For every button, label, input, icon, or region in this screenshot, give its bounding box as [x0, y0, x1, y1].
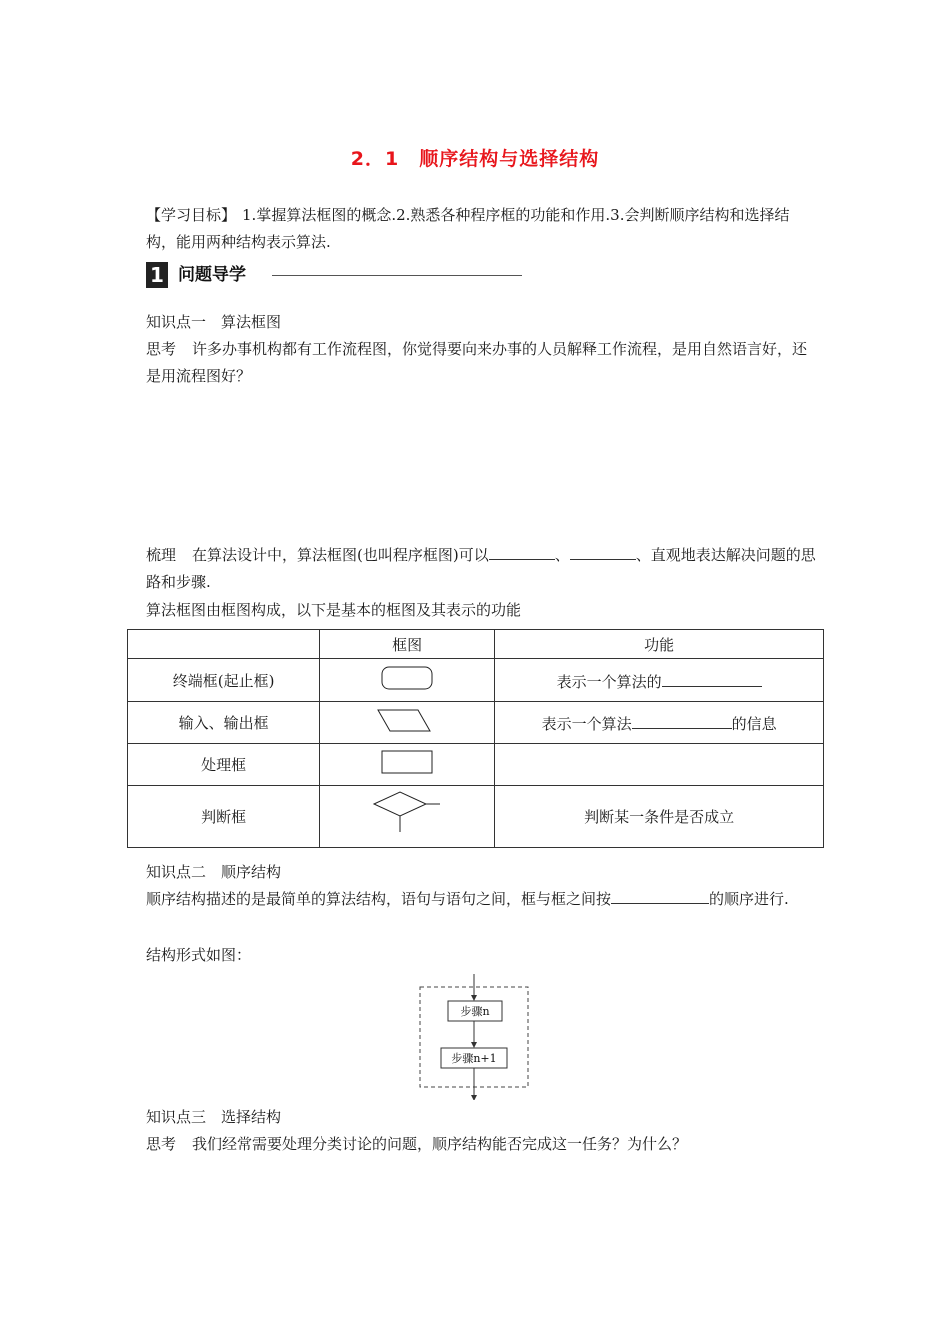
kp1-sort-b: 、直观地表达解决问题的思路和步骤.	[146, 546, 816, 591]
kp2-text	[146, 886, 816, 913]
section-divider	[272, 275, 522, 276]
section-number: 1	[146, 262, 168, 288]
row-shape	[320, 744, 495, 786]
objective-text: 1.掌握算法框图的概念.2.熟悉各种程序框的功能和作用.3.会判断顺序结构和选择结构，能用两种结构表示算法.	[146, 206, 790, 251]
kp1-sort-sep: 、	[554, 546, 570, 564]
kp1-sort-label: 梳理	[146, 546, 177, 564]
kp2-heading: 知识点二 顺序结构	[146, 863, 282, 881]
kp1-think-label: 思考	[146, 340, 177, 358]
row-name: 输入、输出框	[128, 702, 320, 744]
blank-4	[632, 711, 732, 729]
terminal-shape-icon	[320, 659, 494, 697]
row-shape	[320, 786, 495, 848]
table-header-row	[128, 630, 824, 659]
objective-label: 【学习目标】	[146, 206, 237, 224]
func-text-post: 的信息	[731, 715, 777, 733]
kp1-sort-a: 在算法设计中，算法框图(也叫程序框图)可以	[192, 546, 489, 564]
table-row	[128, 786, 824, 848]
kp1-think	[146, 336, 816, 390]
header-cell-shape: 框图	[320, 630, 495, 659]
table-row	[128, 744, 824, 786]
row-function: 判断某一条件是否成立	[495, 786, 824, 848]
kp1-intro: 算法框图由框图构成，以下是基本的框图及其表示的功能	[146, 601, 522, 619]
learning-objective	[146, 202, 816, 256]
kp3-think-text: 我们经常需要处理分类讨论的问题，顺序结构能否完成这一任务？为什么？	[192, 1135, 688, 1153]
func-text: 表示一个算法	[541, 715, 632, 733]
row-function	[495, 744, 824, 786]
row-function	[495, 659, 824, 702]
blank-3	[662, 669, 762, 687]
row-name: 处理框	[128, 744, 320, 786]
table-row	[128, 702, 824, 744]
decision-diamond-icon	[320, 786, 494, 843]
step-n1-label: 步骤n+1	[451, 1052, 497, 1065]
section-label: 问题导学	[178, 265, 246, 285]
kp3-think	[146, 1131, 816, 1158]
blank-5	[611, 886, 709, 904]
header-cell-empty	[128, 630, 320, 659]
blank-1	[489, 542, 555, 560]
kp3-heading: 知识点三 选择结构	[146, 1108, 282, 1126]
sequence-structure-diagram	[414, 974, 534, 1100]
row-shape	[320, 659, 495, 702]
step-n-label: 步骤n	[460, 1005, 490, 1018]
kp2-form: 结构形式如图：	[146, 946, 252, 964]
kp2-text-a: 顺序结构描述的是最简单的算法结构，语句与语句之间，框与框之间按	[146, 890, 612, 908]
row-name: 判断框	[128, 786, 320, 848]
kp1-heading: 知识点一 算法框图	[146, 313, 282, 331]
row-name: 终端框(起止框)	[128, 659, 320, 702]
row-shape	[320, 702, 495, 744]
blank-2	[570, 542, 636, 560]
header-cell-function: 功能	[495, 630, 824, 659]
process-shape-icon	[320, 744, 494, 781]
parallelogram-shape-icon	[320, 702, 494, 739]
kp1-sort	[146, 542, 816, 596]
flowchart-symbol-table	[127, 629, 824, 848]
kp1-think-text: 许多办事机构都有工作流程图，你觉得要向来办事的人员解释工作流程，是用自然语言好，还是用流程图好？	[146, 340, 808, 385]
row-function	[495, 702, 824, 744]
func-text: 表示一个算法的	[556, 672, 662, 691]
kp3-think-label: 思考	[146, 1135, 177, 1153]
page-title: 2．1 顺序结构与选择结构	[350, 148, 600, 170]
kp2-text-b: 的顺序进行.	[709, 890, 789, 908]
table-row	[128, 659, 824, 702]
